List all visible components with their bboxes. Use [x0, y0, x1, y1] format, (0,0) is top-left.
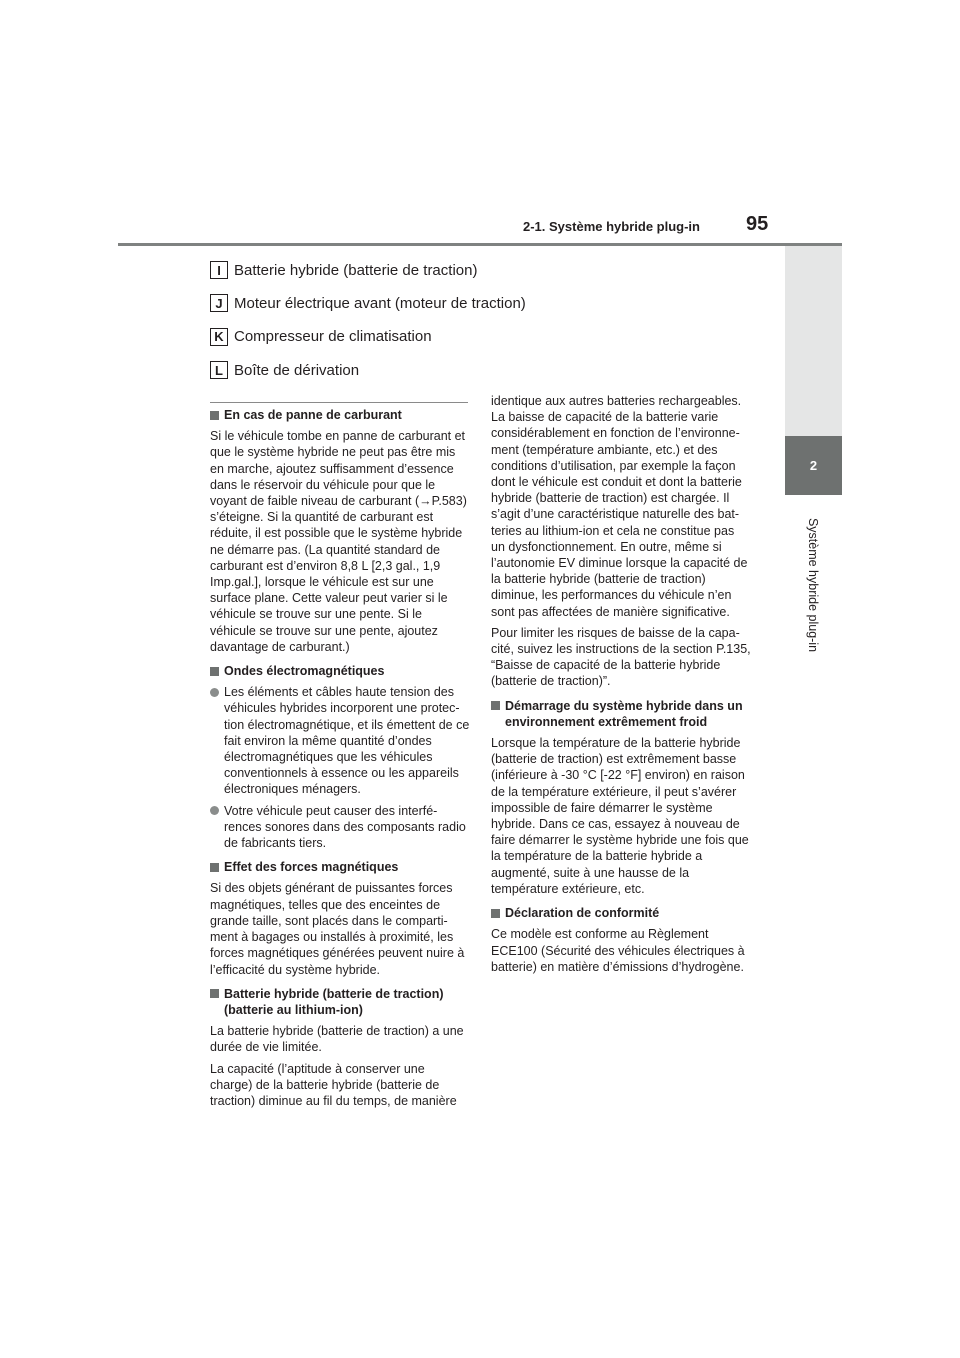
section-heading: Démarrage du système hybride dans un environnement extrêmement froid — [491, 698, 751, 730]
legend-label: Batterie hybride (batterie de traction) — [234, 261, 478, 279]
square-bullet-icon — [210, 411, 219, 420]
bullet-item: Votre véhicule peut causer des interférences sonores dans des composants radio de fabricants tiers. — [210, 803, 470, 852]
chapter-tab[interactable]: 2 — [785, 436, 842, 495]
legend-label: Moteur électrique avant (moteur de traction) — [234, 294, 526, 312]
left-column — [210, 407, 470, 1109]
paragraph: Ce modèle est conforme au Règlement ECE100 (Sécurité des véhicules électriques à batterie) en matière d’émissions d’hydrogène. — [491, 927, 745, 974]
square-bullet-icon — [491, 909, 500, 918]
section-heading: En cas de panne de carburant — [210, 407, 470, 423]
chapter-label: Système hybride plug-in — [806, 517, 820, 653]
legend-label: Boîte de dérivation — [234, 361, 360, 379]
header-title: 2-1. Système hybride plug-in — [523, 219, 700, 234]
header-rule — [118, 243, 842, 246]
square-bullet-icon — [210, 667, 219, 676]
bullet-item: Les éléments et câbles haute tension des véhicules hybrides incorporent une protection électromagnétique, et ils émettent de ce fait environ la même quantité d’ondes électromagnétiques que les véhicules conventionnels à essence ou les appareils électroniques ménagers. — [210, 684, 470, 797]
square-bullet-icon — [491, 701, 500, 710]
square-bullet-icon — [210, 863, 219, 872]
column-rule — [210, 402, 468, 403]
paragraph: La capacité (l’aptitude à conserver une charge) de la batterie hybride (batterie de traction) diminue au fil du temps, de manière — [210, 1061, 457, 1108]
legend-key: L — [210, 361, 228, 379]
legend-key: J — [210, 294, 228, 312]
paragraph: Si le véhicule tombe en panne de carburant et que le système hybride ne peut pas être mis en marche, ajoutez suffisamment d’essence dans le réservoir du véhicule pour que le voyant de faible niveau de carburant (→P.583) s’éteigne. Si la quantité de carburant est réduite, il est possible que le système hybride ne démarre pas. (La quantité standard de carburant est d’environ 8,8 L [2,3 gal., 1,9 Imp.gal.], lorsque le véhicule est sur une surface plane. Cette valeur peut varier si le véhicule se trouve sur une pente. Si le véhicule se trouve sur une pente, ajoutez davantage de carburant.) — [210, 429, 467, 654]
paragraph: identique aux autres batteries rechargeables. La baisse de capacité de la batterie varie considérablement en fonction de l’environnement (température ambiante, etc.) et des conditions d’utilisation, par exemple la façon dont le véhicule est conduit et dont la batterie hybride (batterie de traction) est chargée. Il s’agit d’une caractéristique naturelle des batteries au lithium-ion et cela ne constitue pas un dysfonctionnement. En outre, même si l’autonomie EV diminue lorsque la capacité de la batterie hybride (batterie de traction) diminue, les performances du véhicule n’en sont pas affectées de manière significative. — [491, 394, 748, 619]
paragraph: Si des objets générant de puissantes forces magnétiques, telles que des enceintes de grande taille, sont placés dans le compartiment à bagages ou installés à proximité, les forces magnétiques générées peuvent nuire à l’efficacité du système hybride. — [210, 881, 465, 977]
right-column — [491, 393, 751, 975]
paragraph: Lorsque la température de la batterie hybride (batterie de traction) est extrêmement basse (inférieure à -30 °C [-22 °F] environ) en raison de la température extérieure, il peut s’avérer impossible de faire démarrer le système hybride. Dans ce cas, essayez à nouveau de faire démarrer le système hybride une fois que la température de la batterie hybride a augmenté, suite à une hausse de la température extérieure, etc. — [491, 736, 749, 896]
legend-key: K — [210, 328, 228, 346]
section-heading: Déclaration de conformité — [491, 905, 751, 921]
legend-key: I — [210, 261, 228, 279]
legend-item — [210, 360, 526, 380]
square-bullet-icon — [210, 989, 219, 998]
circle-bullet-icon — [210, 688, 219, 697]
legend-item — [210, 327, 526, 347]
section-heading: Batterie hybride (batterie de traction) (batterie au lithium-ion) — [210, 986, 470, 1018]
section-heading: Ondes électromagnétiques — [210, 663, 470, 679]
legend-label: Compresseur de climatisation — [234, 328, 432, 346]
paragraph: Pour limiter les risques de baisse de la capacité, suivez les instructions de la section P.135, “Baisse de capacité de la batterie hybride (batterie de traction)”. — [491, 625, 751, 689]
component-legend — [210, 260, 526, 394]
side-bar — [785, 246, 842, 436]
legend-item — [210, 293, 526, 313]
section-heading: Effet des forces magnétiques — [210, 859, 470, 875]
page-number: 95 — [746, 213, 769, 235]
legend-item — [210, 260, 526, 280]
circle-bullet-icon — [210, 806, 219, 815]
paragraph: La batterie hybride (batterie de traction) a une durée de vie limitée. — [210, 1024, 464, 1055]
